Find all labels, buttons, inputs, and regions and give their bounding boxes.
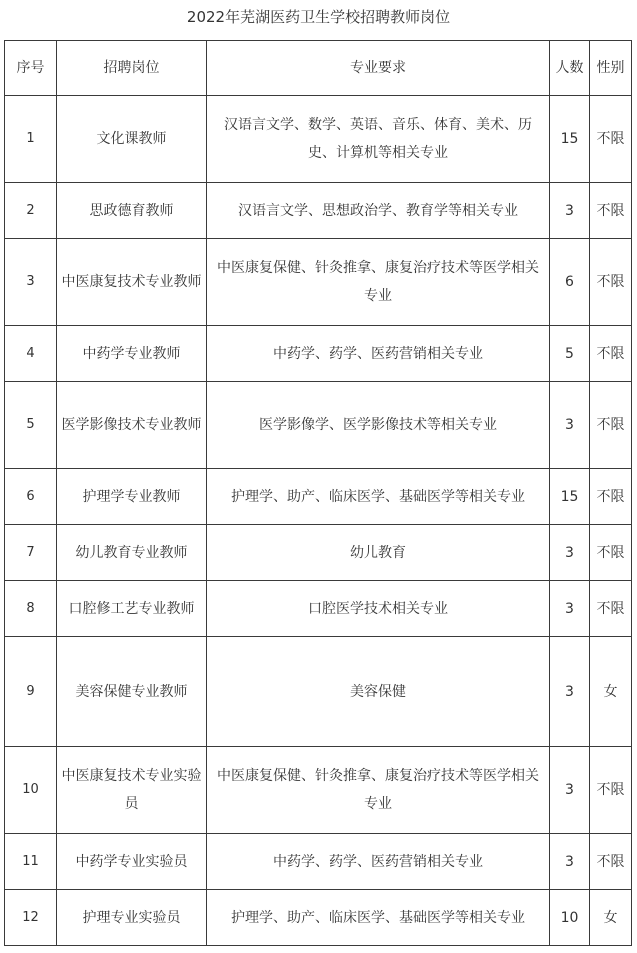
row-requirement: 中药学、药学、医药营销相关专业 xyxy=(207,326,550,382)
row-requirement: 护理学、助产、临床医学、基础医学等相关专业 xyxy=(207,469,550,525)
row-position: 中医康复技术专业教师 xyxy=(57,239,207,326)
row-position: 文化课教师 xyxy=(57,96,207,183)
row-gender: 不限 xyxy=(590,326,632,382)
table-row xyxy=(5,382,632,469)
table-row xyxy=(5,183,632,239)
row-index: 4 xyxy=(5,326,57,382)
row-gender: 不限 xyxy=(590,581,632,637)
row-requirement: 口腔医学技术相关专业 xyxy=(207,581,550,637)
row-position: 中药学专业实验员 xyxy=(57,834,207,890)
table-row xyxy=(5,326,632,382)
row-index: 8 xyxy=(5,581,57,637)
recruitment-table xyxy=(4,40,632,946)
row-requirement: 中医康复保健、针灸推拿、康复治疗技术等医学相关专业 xyxy=(207,239,550,326)
row-count: 3 xyxy=(550,183,590,239)
row-position: 医学影像技术专业教师 xyxy=(57,382,207,469)
table-row xyxy=(5,469,632,525)
header-requirement: 专业要求 xyxy=(207,41,550,96)
table-row xyxy=(5,239,632,326)
row-gender: 不限 xyxy=(590,469,632,525)
row-count: 3 xyxy=(550,581,590,637)
row-index: 1 xyxy=(5,96,57,183)
row-requirement: 护理学、助产、临床医学、基础医学等相关专业 xyxy=(207,890,550,946)
row-index: 3 xyxy=(5,239,57,326)
table-header-row xyxy=(5,41,632,96)
row-gender: 不限 xyxy=(590,239,632,326)
row-gender: 不限 xyxy=(590,747,632,834)
row-position: 护理学专业教师 xyxy=(57,469,207,525)
row-gender: 不限 xyxy=(590,183,632,239)
row-count: 3 xyxy=(550,525,590,581)
row-position: 护理专业实验员 xyxy=(57,890,207,946)
header-gender: 性别 xyxy=(590,41,632,96)
row-requirement: 中药学、药学、医药营销相关专业 xyxy=(207,834,550,890)
row-index: 6 xyxy=(5,469,57,525)
row-requirement: 医学影像学、医学影像技术等相关专业 xyxy=(207,382,550,469)
row-requirement: 中医康复保健、针灸推拿、康复治疗技术等医学相关专业 xyxy=(207,747,550,834)
table-row xyxy=(5,96,632,183)
row-position: 美容保健专业教师 xyxy=(57,637,207,747)
row-position: 幼儿教育专业教师 xyxy=(57,525,207,581)
row-gender: 女 xyxy=(590,890,632,946)
row-index: 2 xyxy=(5,183,57,239)
row-count: 3 xyxy=(550,382,590,469)
row-position: 口腔修工艺专业教师 xyxy=(57,581,207,637)
row-gender: 不限 xyxy=(590,96,632,183)
row-count: 3 xyxy=(550,834,590,890)
row-position: 中医康复技术专业实验员 xyxy=(57,747,207,834)
row-count: 15 xyxy=(550,96,590,183)
row-requirement: 幼儿教育 xyxy=(207,525,550,581)
row-gender: 不限 xyxy=(590,834,632,890)
header-count: 人数 xyxy=(550,41,590,96)
row-count: 3 xyxy=(550,747,590,834)
row-count: 10 xyxy=(550,890,590,946)
row-index: 12 xyxy=(5,890,57,946)
row-gender: 女 xyxy=(590,637,632,747)
table-row xyxy=(5,637,632,747)
row-index: 9 xyxy=(5,637,57,747)
row-requirement: 美容保健 xyxy=(207,637,550,747)
row-index: 11 xyxy=(5,834,57,890)
page-title: 2022年芜湖医药卫生学校招聘教师岗位 xyxy=(186,8,451,26)
table-row xyxy=(5,525,632,581)
row-requirement: 汉语言文学、思想政治学、教育学等相关专业 xyxy=(207,183,550,239)
row-count: 15 xyxy=(550,469,590,525)
row-index: 5 xyxy=(5,382,57,469)
row-position: 中药学专业教师 xyxy=(57,326,207,382)
row-count: 3 xyxy=(550,637,590,747)
table-row xyxy=(5,747,632,834)
row-gender: 不限 xyxy=(590,525,632,581)
row-count: 6 xyxy=(550,239,590,326)
table-row xyxy=(5,581,632,637)
table-row xyxy=(5,890,632,946)
table-row xyxy=(5,834,632,890)
header-position: 招聘岗位 xyxy=(57,41,207,96)
row-count: 5 xyxy=(550,326,590,382)
row-gender: 不限 xyxy=(590,382,632,469)
row-position: 思政德育教师 xyxy=(57,183,207,239)
row-index: 10 xyxy=(5,747,57,834)
row-index: 7 xyxy=(5,525,57,581)
header-index: 序号 xyxy=(5,41,57,96)
row-requirement: 汉语言文学、数学、英语、音乐、体育、美术、历史、计算机等相关专业 xyxy=(207,96,550,183)
